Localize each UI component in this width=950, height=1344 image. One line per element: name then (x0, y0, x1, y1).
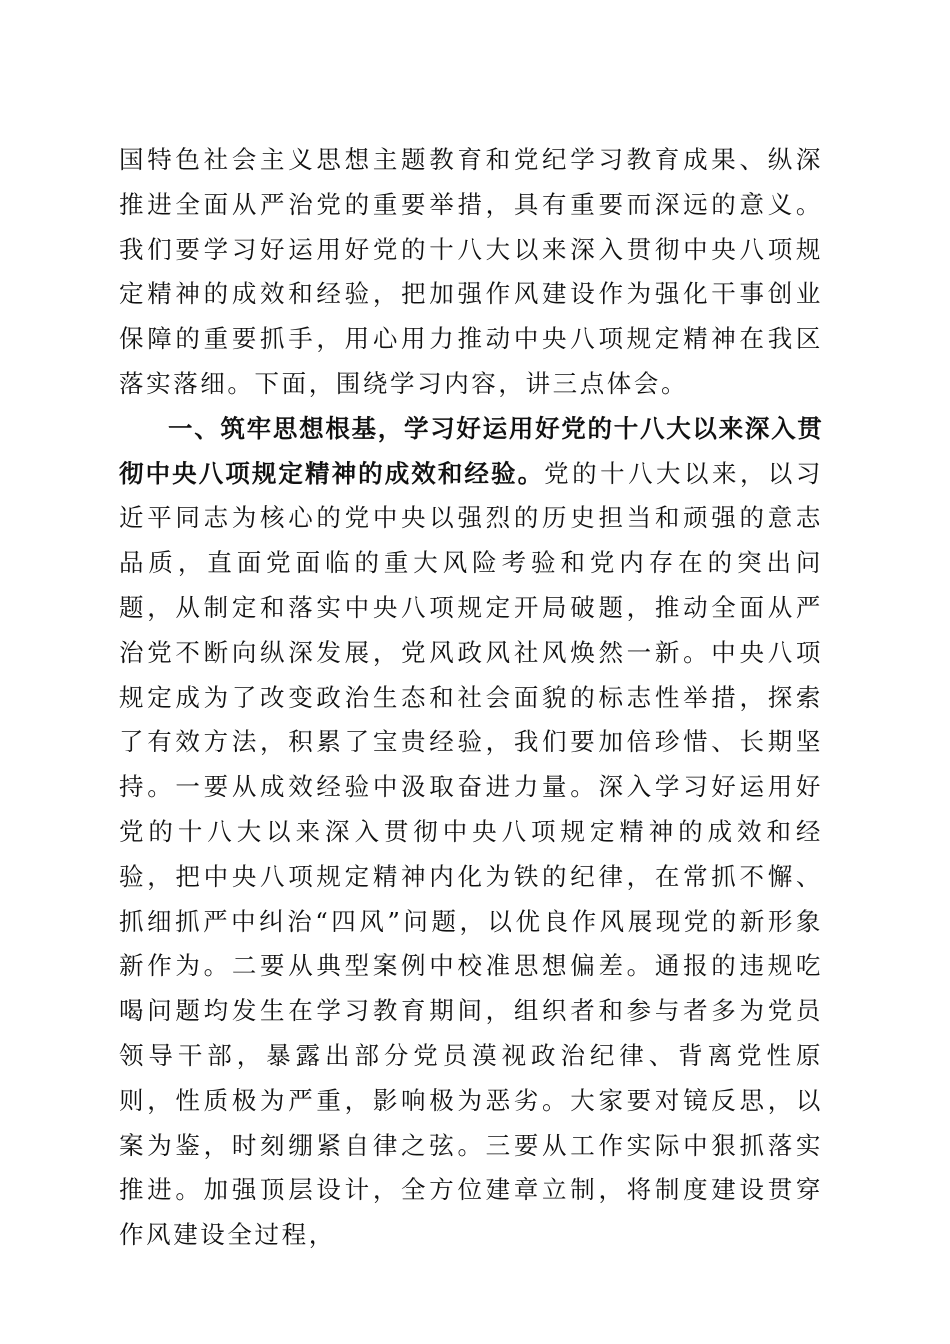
paragraph-section-one (119, 407, 823, 1258)
section-heading: 一、筑牢思想根基，学习好运用好党的十八大以来深入贯彻中央八项规定精神的成效和经验。 (119, 413, 823, 488)
document-body (119, 138, 823, 1258)
paragraph-text: 国特色社会主义思想主题教育和党纪学习教育成果、纵深推进全面从严治党的重要举措，具有重要而深远的意义。我们要学习好运用好党的十八大以来深入贯彻中央八项规定精神的成效和经验，把加强作风建设作为强化干事创业保障的重要抓手，用心用力推动中央八项规定精神在我区落实落细。下面，围绕学习内容，讲三点体会。 (119, 145, 823, 398)
paragraph-text: 党的十八大以来，以习近平同志为核心的党中央以强烈的历史担当和顽强的意志品质，直面党面临的重大风险考验和党内存在的突出问题，从制定和落实中央八项规定开局破题，推动全面从严治党不断向纵深发展，党风政风社风焕然一新。中央八项规定成为了改变政治生态和社会面貌的标志性举措，探索了有效方法，积累了宝贵经验，我们要加倍珍惜、长期坚持。一要从成效经验中汲取奋进力量。深入学习好运用好党的十八大以来深入贯彻中央八项规定精神的成效和经验，把中央八项规定精神内化为铁的纪律，在常抓不懈、抓细抓严中纠治“四风”问题，以优良作风展现党的新形象新作为。二要从典型案例中校准思想偏差。通报的违规吃喝问题均发生在学习教育期间，组织者和参与者多为党员领导干部，暴露出部分党员漠视政治纪律、背离党性原则，性质极为严重，影响极为恶劣。大家要对镜反思，以案为鉴，时刻绷紧自律之弦。三要从工作实际中狠抓落实推进。加强顶层设计，全方位建章立制，将制度建设贯穿作风建设全过程， (119, 458, 824, 1250)
paragraph-intro-continuation (119, 138, 823, 407)
